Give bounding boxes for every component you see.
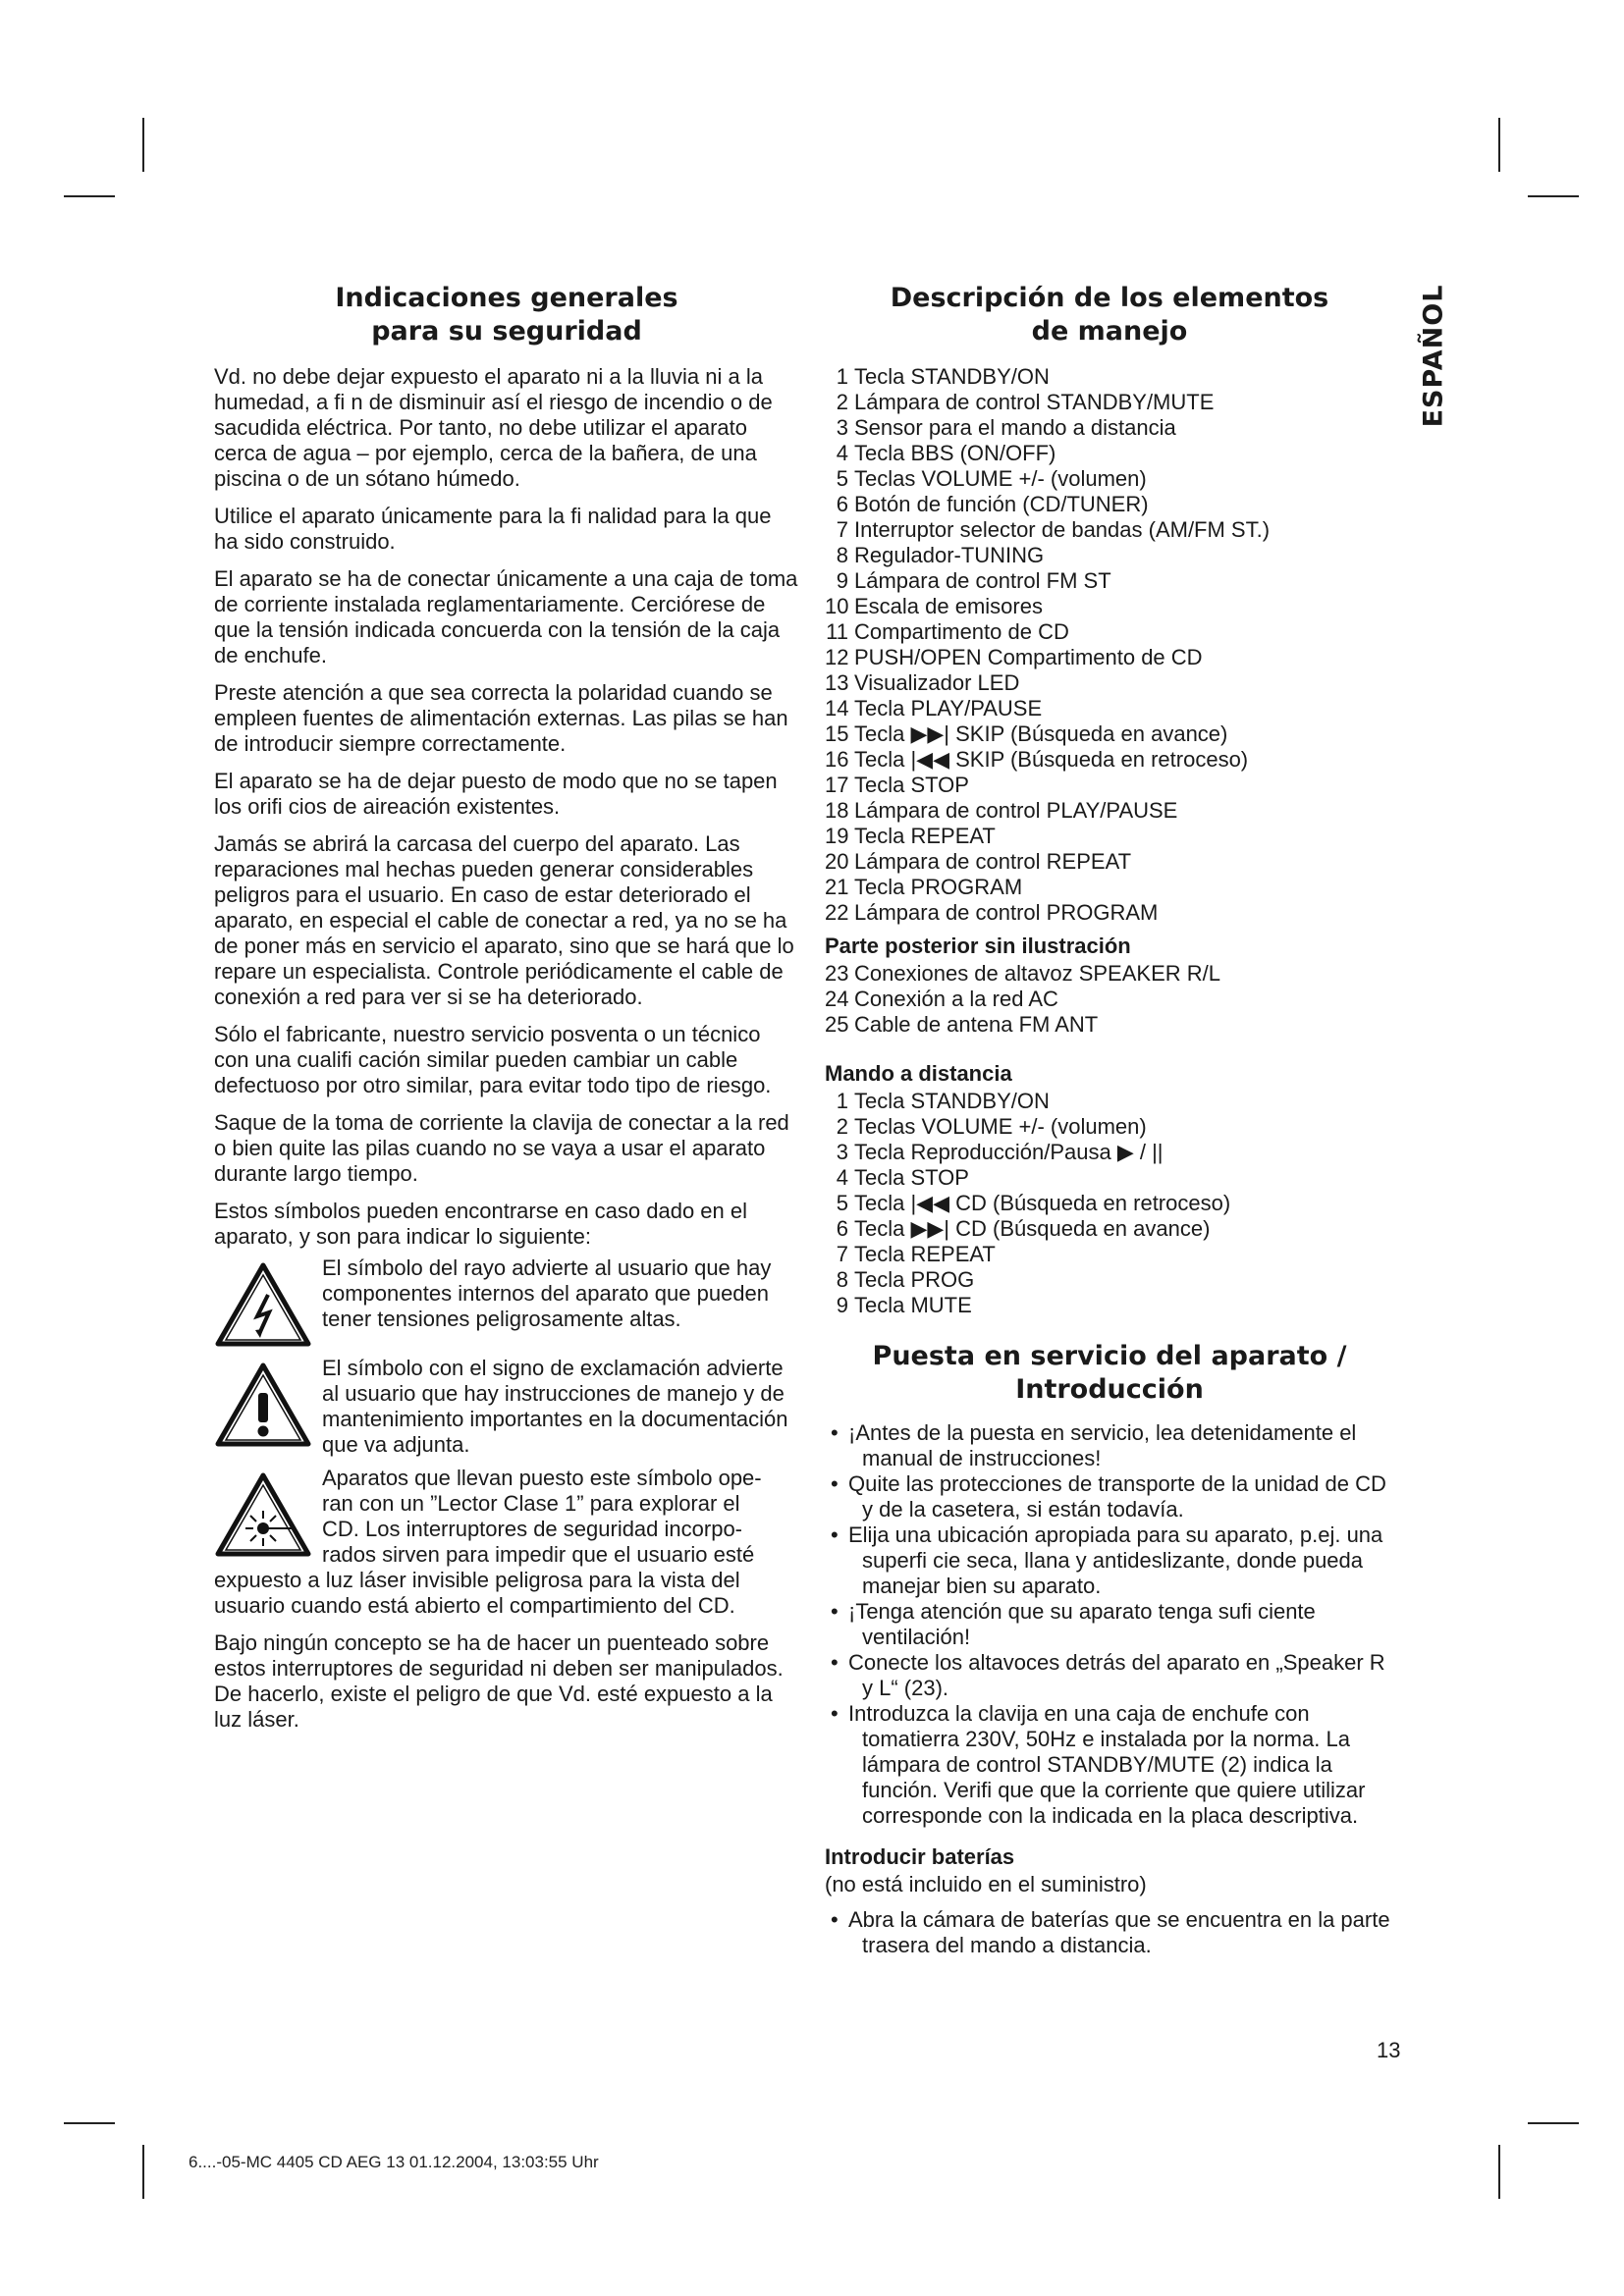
control-item-text: Lámpara de control PROGRAM (854, 900, 1159, 925)
control-item (825, 364, 1394, 390)
control-item (825, 747, 1394, 773)
control-item-number: 7 (836, 517, 848, 542)
rear-item (825, 987, 1394, 1012)
control-item-text: Lámpara de control PLAY/PAUSE (854, 798, 1178, 823)
setup-title-line1: Puesta en servicio del aparato / (872, 1341, 1347, 1371)
control-item-number: 10 (825, 594, 849, 618)
control-item-text: Tecla STOP (854, 773, 969, 797)
laser-warning-icon (214, 1471, 312, 1558)
controls-title-line2: de manejo (1031, 316, 1188, 347)
safety-title-line2: para su seguridad (371, 316, 642, 347)
remote-item-text: Tecla STANDBY/ON (854, 1089, 1050, 1113)
control-item-text: Sensor para el mando a distancia (854, 415, 1176, 440)
remote-item-number: 2 (836, 1114, 848, 1139)
remote-item-text: Tecla ▶▶| CD (Búsqueda en avance) (854, 1216, 1211, 1241)
battery-bullet: • Abra la cámara de baterías que se encuentra en la parte trasera del mando a distancia. (825, 1907, 1394, 1958)
battery-heading: Introducir baterías (825, 1844, 1015, 1869)
safety-section (214, 282, 799, 1744)
lightning-symbol-block (214, 1255, 799, 1348)
setup-bullet: • Introduzca la clavija en una caja de enchufe con tomatierra 230V, 50Hz e instalada por la norma. La lámpara de control STANDBY/MUTE (2) indica la función. Verifi que que la corriente que quiere utilizar corresponde con la indicada en la placa descriptiva. (825, 1701, 1394, 1829)
remote-heading: Mando a distancia (825, 1061, 1012, 1086)
control-item-number: 8 (836, 543, 848, 567)
remote-item (825, 1216, 1394, 1242)
safety-title-line1: Indicaciones generales (335, 283, 678, 313)
exclamation-symbol-block (214, 1356, 799, 1458)
control-item-text: Tecla STANDBY/ON (854, 364, 1050, 389)
safety-paragraph: El aparato se ha de conectar únicamente a una caja de toma de corriente instalada reglamentariamente. Cerciórese de que la tensión indicada concuerda con la tensión de la caja de enchufe. (214, 566, 798, 667)
exclamation-symbol-text: El símbolo con el signo de exclamación advierte al usuario que hay instrucciones de manejo y de mantenimiento importantes en la documentación que va adjunta. (322, 1356, 788, 1457)
battery-note: (no está incluido en el suministro) (825, 1872, 1147, 1896)
laser-text-line: ran con un ”Lector Clase 1” para explorar el (322, 1491, 740, 1516)
safety-paragraph: Preste atención a que sea correcta la polaridad cuando se empleen fuentes de alimentación externas. Las pilas se han de introducir siempre correctamente. (214, 680, 788, 756)
control-item-text: Lámpara de control REPEAT (854, 849, 1132, 874)
remote-item-number: 7 (836, 1242, 848, 1266)
remote-item (825, 1089, 1394, 1114)
controls-list (825, 364, 1394, 926)
language-label: ESPAÑOL (1418, 284, 1449, 427)
page-number: 13 (1377, 2038, 1401, 2062)
control-item-number: 19 (825, 824, 849, 848)
control-item-text: Interruptor selector de bandas (AM/FM ST.) (854, 517, 1271, 542)
control-item (825, 670, 1394, 696)
remote-item-text: Tecla PROG (854, 1267, 975, 1292)
safety-paragraph: Jamás se abrirá la carcasa del cuerpo del aparato. Las reparaciones mal hechas pueden generar considerables peligros para el usuario. En caso de estar deteriorado el aparato, en especial el cable de conectar a red, ya no se ha de poner más en servicio el aparato, sino que se hará que lo repare un especialista. Controle periódicamente el cable de conexión a red para ver si se ha deteriorado. (214, 831, 794, 1009)
laser-symbol-block (214, 1466, 799, 1568)
control-item-text: Visualizador LED (854, 670, 1020, 695)
crop-mark-bottom-right-horizontal (1528, 2122, 1579, 2124)
remote-item (825, 1242, 1394, 1267)
safety-paragraph: Saque de la toma de corriente la clavija de conectar a la red o bien quite las pilas cuando no se vaya a usar el aparato durante largo tiempo. (214, 1110, 789, 1186)
remote-item (825, 1267, 1394, 1293)
rear-item (825, 961, 1394, 987)
rear-item-text: Cable de antena FM ANT (854, 1012, 1099, 1037)
laser-text-line: rados sirven para impedir que el usuario esté (322, 1542, 755, 1567)
remote-list (825, 1089, 1394, 1318)
control-item-text: Teclas VOLUME +/- (volumen) (854, 466, 1147, 491)
control-item (825, 721, 1394, 747)
control-item (825, 773, 1394, 798)
control-item-number: 9 (836, 568, 848, 593)
control-item-text: Tecla ▶▶| SKIP (Búsqueda en avance) (854, 721, 1228, 746)
safety-final-paragraph: Bajo ningún concepto se ha de hacer un puenteado sobre estos interruptores de seguridad ni deben ser manipulados. De hacerlo, existe el peligro de que Vd. esté expuesto a la luz láser. (214, 1630, 784, 1732)
control-item-number: 22 (825, 900, 849, 925)
crop-mark-bottom-left-vertical (142, 2145, 144, 2199)
remote-item-text: Tecla MUTE (854, 1293, 972, 1317)
control-item (825, 900, 1394, 926)
control-item (825, 543, 1394, 568)
rear-item (825, 1012, 1394, 1038)
remote-item-text: Teclas VOLUME +/- (volumen) (854, 1114, 1147, 1139)
control-item-number: 15 (825, 721, 849, 746)
setup-bullet: • Quite las protecciones de transporte de la unidad de CD y de la casetera, si están todavía. (825, 1471, 1394, 1522)
control-item (825, 517, 1394, 543)
rear-item-text: Conexión a la red AC (854, 987, 1058, 1011)
control-item-number: 17 (825, 773, 849, 797)
controls-section (825, 282, 1394, 1968)
control-item (825, 594, 1394, 619)
language-tab (1414, 277, 1453, 434)
print-footer: 6....-05-MC 4405 CD AEG 13 01.12.2004, 13:03:55 Uhr (189, 2153, 599, 2171)
rear-panel-heading: Parte posterior sin ilustración (825, 934, 1131, 958)
rear-item-text: Conexiones de altavoz SPEAKER R/L (854, 961, 1220, 986)
remote-item-number: 3 (836, 1140, 848, 1164)
control-item-number: 20 (825, 849, 849, 874)
remote-item-text: Tecla REPEAT (854, 1242, 996, 1266)
control-item-number: 13 (825, 670, 849, 695)
control-item-text: Lámpara de control STANDBY/MUTE (854, 390, 1215, 414)
remote-item (825, 1114, 1394, 1140)
setup-bullet: • ¡Antes de la puesta en servicio, lea detenidamente el manual de instrucciones! (825, 1420, 1394, 1471)
control-item-number: 12 (825, 645, 849, 669)
control-item-text: Regulador-TUNING (854, 543, 1045, 567)
remote-item-number: 8 (836, 1267, 848, 1292)
control-item (825, 415, 1394, 441)
control-item-number: 16 (825, 747, 849, 772)
control-item (825, 645, 1394, 670)
setup-bullet: • Elija una ubicación apropiada para su aparato, p.ej. una superfi cie seca, llana y antideslizante, donde pueda manejar bien su aparato. (825, 1522, 1394, 1599)
control-item-text: Botón de función (CD/TUNER) (854, 492, 1149, 516)
remote-item-number: 4 (836, 1165, 848, 1190)
crop-mark-top-left-horizontal (64, 195, 115, 197)
laser-text-line: CD. Los interruptores de seguridad incorpo- (322, 1517, 743, 1541)
remote-item (825, 1140, 1394, 1165)
control-item (825, 798, 1394, 824)
remote-item-number: 9 (836, 1293, 848, 1317)
remote-item (825, 1191, 1394, 1216)
control-item-text: Tecla PROGRAM (854, 875, 1023, 899)
safety-title (214, 282, 799, 348)
control-item (825, 849, 1394, 875)
control-item-number: 2 (836, 390, 848, 414)
crop-mark-bottom-left-horizontal (64, 2122, 115, 2124)
control-item-number: 18 (825, 798, 849, 823)
safety-paragraph: Utilice el aparato únicamente para la fi nalidad para la que ha sido construido. (214, 504, 772, 554)
control-item (825, 441, 1394, 466)
control-item (825, 466, 1394, 492)
control-item-number: 5 (836, 466, 848, 491)
control-item (825, 875, 1394, 900)
safety-paragraph: Vd. no debe dejar expuesto el aparato ni a la lluvia ni a la humedad, a fi n de disminuir así el riesgo de incendio o de sacudida eléctrica. Por tanto, no debe utilizar el aparato cerca de agua – por ejemplo, cerca de la bañera, de una piscina o de un sótano húmedo. (214, 364, 773, 491)
control-item-text: Tecla REPEAT (854, 824, 996, 848)
control-item-text: Tecla BBS (ON/OFF) (854, 441, 1056, 465)
crop-mark-top-right-horizontal (1528, 195, 1579, 197)
remote-item-text: Tecla STOP (854, 1165, 969, 1190)
control-item-text: Escala de emisores (854, 594, 1043, 618)
remote-item-text: Tecla |◀◀ CD (Búsqueda en retroceso) (854, 1191, 1231, 1215)
control-item (825, 492, 1394, 517)
control-item-text: Compartimento de CD (854, 619, 1069, 644)
crop-mark-top-left-vertical (142, 118, 144, 172)
remote-item (825, 1165, 1394, 1191)
control-item (825, 824, 1394, 849)
safety-paragraph: Estos símbolos pueden encontrarse en caso dado en el aparato, y son para indicar lo siguiente: (214, 1199, 748, 1249)
control-item (825, 619, 1394, 645)
rear-item-number: 24 (825, 987, 849, 1011)
setup-bullet: • Conecte los altavoces detrás del aparato en „Speaker R y L“ (23). (825, 1650, 1394, 1701)
exclamation-warning-icon (214, 1362, 312, 1448)
laser-symbol-text (322, 1466, 762, 1568)
control-item (825, 390, 1394, 415)
control-item (825, 696, 1394, 721)
control-item-number: 11 (826, 619, 848, 644)
control-item-number: 3 (836, 415, 848, 440)
crop-mark-bottom-right-vertical (1498, 2145, 1500, 2199)
controls-title (825, 282, 1394, 348)
control-item-text: PUSH/OPEN Compartimento de CD (854, 645, 1203, 669)
battery-bullet-list (825, 1907, 1394, 1958)
rear-panel-list (825, 961, 1394, 1038)
safety-paragraph: El aparato se ha de dejar puesto de modo que no se tapen los orifi cios de aireación existentes. (214, 769, 778, 819)
remote-item-number: 6 (836, 1216, 848, 1241)
control-item (825, 568, 1394, 594)
remote-item (825, 1293, 1394, 1318)
safety-paragraph: Sólo el fabricante, nuestro servicio posventa o un técnico con una cualifi cación similar pueden cambiar un cable defectuoso por otro similar, para evitar todo tipo de riesgo. (214, 1022, 772, 1097)
remote-item-text: Tecla Reproducción/Pausa ▶ / || (854, 1140, 1164, 1164)
setup-bullet: • ¡Tenga atención que su aparato tenga sufi ciente ventilación! (825, 1599, 1394, 1650)
control-item-text: Lámpara de control FM ST (854, 568, 1111, 593)
control-item-number: 6 (836, 492, 848, 516)
control-item-number: 14 (825, 696, 849, 721)
control-item-number: 1 (836, 364, 848, 389)
setup-bullet-list (825, 1420, 1394, 1829)
remote-item-number: 1 (836, 1089, 848, 1113)
rear-item-number: 23 (825, 961, 849, 986)
crop-mark-top-right-vertical (1498, 118, 1500, 172)
control-item-text: Tecla PLAY/PAUSE (854, 696, 1043, 721)
control-item-number: 4 (836, 441, 848, 465)
remote-item-number: 5 (836, 1191, 848, 1215)
lightning-warning-icon (214, 1261, 312, 1348)
control-item-number: 21 (825, 875, 849, 899)
setup-title (825, 1340, 1394, 1407)
laser-symbol-text-continued: expuesto a luz láser invisible peligrosa para la vista del usuario cuando está abierto el compartimiento del CD. (214, 1568, 740, 1618)
lightning-symbol-text: El símbolo del rayo advierte al usuario que hay componentes internos del aparato que pueden tener tensiones peligrosamente altas. (322, 1255, 772, 1331)
rear-item-number: 25 (825, 1012, 849, 1037)
controls-title-line1: Descripción de los elementos (890, 283, 1329, 313)
setup-title-line2: Introducción (1015, 1374, 1204, 1405)
control-item-text: Tecla |◀◀ SKIP (Búsqueda en retroceso) (854, 747, 1249, 772)
laser-text-line: Aparatos que llevan puesto este símbolo ope- (322, 1466, 762, 1490)
